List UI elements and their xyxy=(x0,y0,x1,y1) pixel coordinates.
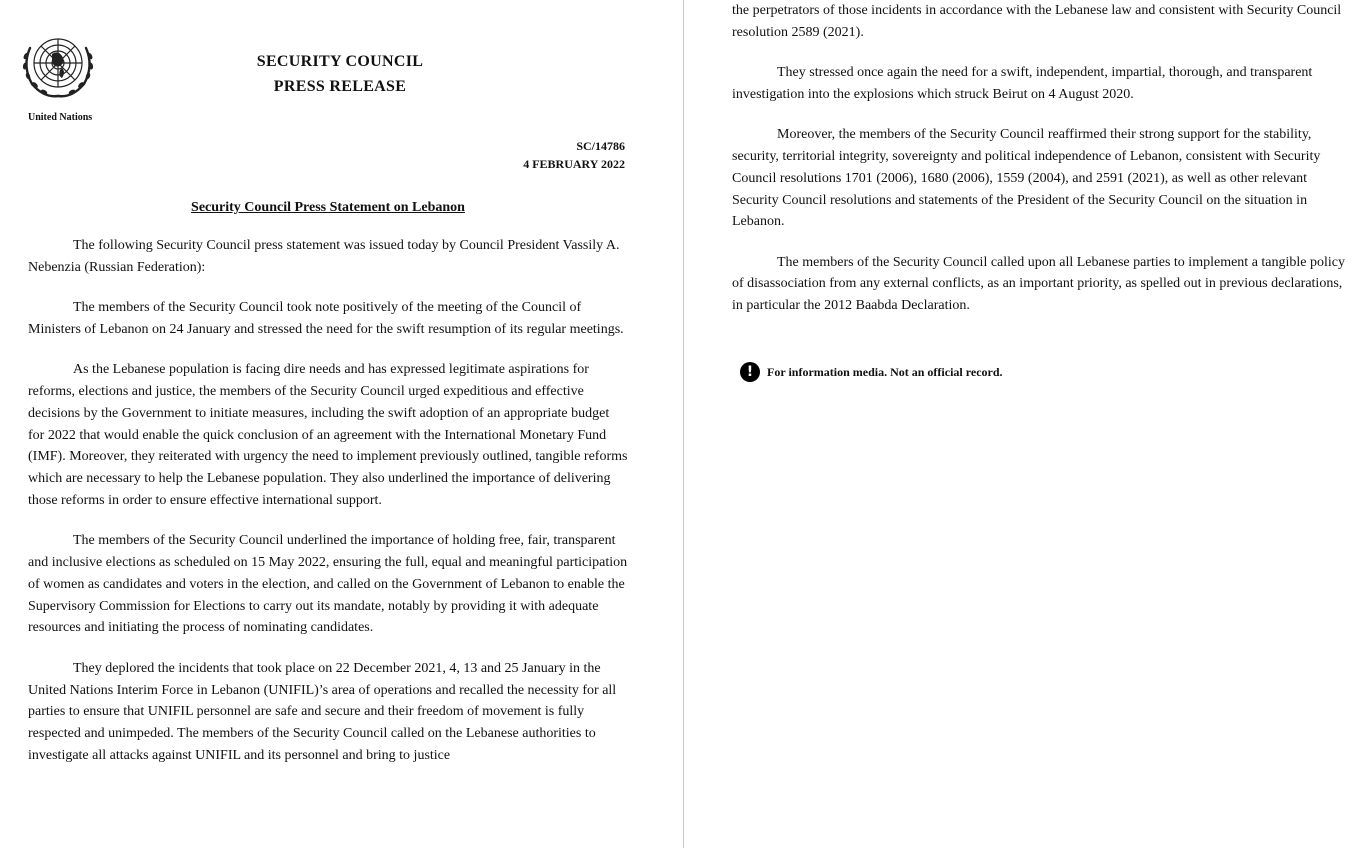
document-meta xyxy=(523,137,625,173)
left-body-text xyxy=(28,235,628,785)
press-release-header xyxy=(200,49,480,99)
statement-title: Security Council Press Statement on Lebanon xyxy=(191,200,465,215)
paragraph: They stressed once again the need for a swift, independent, impartial, thorough, and transparent investigation into the explosions which struck Beirut on 4 August 2020. xyxy=(732,65,1313,102)
paragraph-continuation: the perpetrators of those incidents in accordance with the Lebanese law and consistent with Security Council resolution 2589 (2021). xyxy=(732,3,1342,40)
header-title-line1: SECURITY COUNCIL xyxy=(256,53,424,70)
paragraph: The members of the Security Council called upon all Lebanese parties to implement a tangible policy of disassociation from any external conflicts, as an important priority, as spelled out in previous declarations, in particular the 2012 Baabda Declaration. xyxy=(732,254,1345,314)
header-title-line2: PRESS RELEASE xyxy=(273,78,407,95)
organization-name: United Nations xyxy=(28,112,93,123)
disclaimer xyxy=(740,362,1003,382)
exclamation-icon: ! xyxy=(740,362,760,382)
paragraph: The following Security Council press statement was issued today by Council President Vassily A. Nebenzia (Russian Federation): xyxy=(28,238,620,275)
disclaimer-text: For information media. Not an official record. xyxy=(767,364,1003,379)
paragraph: The members of the Security Council underlined the importance of holding free, fair, transparent and inclusive elections as scheduled on 15 May 2022, ensuring the full, equal and meaningful participation of women as candidates and voters in the election, and called on the Government of Lebanon to enable the Supervisory Commission for Elections to carry out its mandate, notably by providing it with adequate resources and initiating the process of nominating candidates. xyxy=(28,533,628,636)
document-number: SC/14786 xyxy=(576,139,625,153)
paragraph: They deplored the incidents that took place on 22 December 2021, 4, 13 and 25 January in the United Nations Interim Force in Lebanon (UNIFIL)’s area of operations and recalled the necessity for all parties to ensure that UNIFIL personnel are safe and secure and their freedom of movement is fully respected and unimpeded. The members of the Security Council called on the Lebanese authorities to investigate all attacks against UNIFIL and its personnel and bring to justice xyxy=(28,660,617,763)
right-page xyxy=(684,0,1360,848)
un-emblem-icon xyxy=(16,30,100,104)
paragraph: Moreover, the members of the Security Council reaffirmed their strong support for the stability, security, territorial integrity, sovereignty and political independence of Lebanon, consistent with Security Council resolutions 1701 (2006), 1680 (2006), 1559 (2004), and 2591 (2021), as well as other relevant Security Council resolutions and statements of the President of the Security Council on the situation in Lebanon. xyxy=(732,127,1321,230)
document-date: 4 FEBRUARY 2022 xyxy=(523,157,625,171)
right-body-text xyxy=(732,0,1347,336)
paragraph: The members of the Security Council took note positively of the meeting of the Council of Ministers of Lebanon on 24 January and stressed the need for the swift resumption of its regular meetings. xyxy=(28,300,624,337)
paragraph: As the Lebanese population is facing dire needs and has expressed legitimate aspirations for reforms, elections and justice, the members of the Security Council urged expeditious and effective decisions by the Government to initiate measures, including the swift adoption of an appropriate budget for 2022 that would enable the quick conclusion of an agreement with the International Monetary Fund (IMF). Moreover, they reiterated with urgency the need to implement previously outlined, tangible reforms which are necessary to help the Lebanese population. They also underlined the importance of delivering those reforms in order to ensure effective international support. xyxy=(28,362,628,508)
